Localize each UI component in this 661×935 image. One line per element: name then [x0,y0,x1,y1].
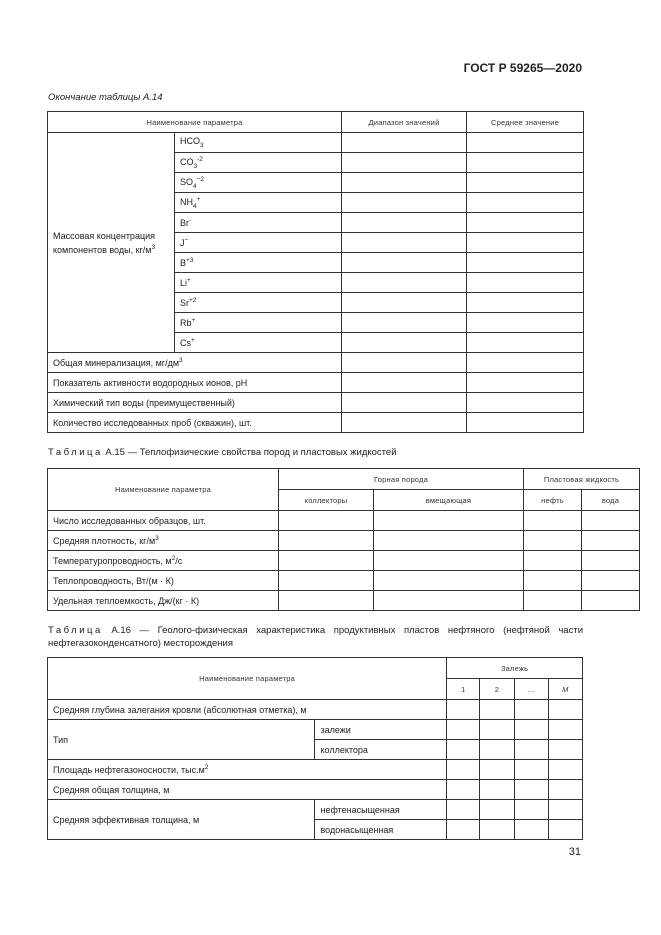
cell [524,511,582,531]
cell [524,591,582,611]
row-label-sup: 2 [171,555,176,562]
ion-cell [175,173,342,193]
table-row-label [48,413,342,433]
cell [514,780,548,800]
header-parameter-name: Наименование параметра [48,112,342,133]
cell [342,133,467,153]
cell [447,760,480,780]
ion-base: Br [180,218,189,228]
row-area-text: Площадь нефтегазоносности, тыс.м [53,765,205,775]
header-oil: нефть [524,490,582,511]
cell [342,213,467,233]
cell [467,373,584,393]
header-value-range: Диапазон значений [342,112,467,133]
cell [548,820,582,840]
caption-text: А.16 — Геолого-физическая характеристика продуктивных пластов нефтяного (нефтяной части нефтегазоконденсатного) месторождения [48,625,583,649]
header-deposit: Залежь [447,658,583,679]
cell [467,153,584,173]
cell [467,133,584,153]
cell [342,353,467,373]
ion-sup: +2 [189,297,197,304]
cell [467,233,584,253]
ion-sup: -2 [197,155,203,163]
row-label-text: Показатель активности водородных ионов, pH [53,377,248,388]
row-label-text: Средняя плотность, кг/м [53,536,156,546]
ion-sup: +3 [186,257,194,264]
table-row-label [48,531,279,551]
cell [582,511,640,531]
table-row-label [48,571,279,591]
cell [279,571,374,591]
ion-base: NH [180,196,193,207]
ion-cell [175,233,342,253]
cell [582,551,640,571]
row-label-text: Общая минерализация, мг/дм [53,358,180,368]
cell [374,531,524,551]
table-row-label [48,511,279,531]
group-label-sup: 3 [151,243,156,251]
table-row-label [48,591,279,611]
cell [279,591,374,611]
row-label-text: Удельная теплоемкость, Дж/(кг · К) [53,595,200,606]
header-deposit-1: 1 [447,679,480,700]
ion-sup: −2 [196,175,205,183]
table-row-label [48,373,342,393]
row-type-collector: коллектора [315,740,447,760]
group-label-line1: Массовая концентрация [53,230,156,241]
cell [480,720,514,740]
cell [480,700,514,720]
ion-base: CO [180,156,194,167]
cell [342,273,467,293]
cell [447,820,480,840]
header-host-rock: вмещающая [374,490,524,511]
cell [447,800,480,820]
cell [374,591,524,611]
ion-cell [175,153,342,173]
ion-base: Sr [180,298,189,308]
document-code: ГОСТ Р 59265—2020 [463,61,582,75]
ion-base: Li [180,278,188,288]
cell [342,413,467,433]
ion-sub: 4 [193,182,197,190]
header-deposit-m: M [548,679,582,700]
ion-cell [175,333,342,353]
ion-cell [175,273,342,293]
row-eff-oil: нефтенасыщенная [315,800,447,820]
cell [279,551,374,571]
header-rock: Горная порода [279,469,524,490]
ion-sup: + [187,277,191,284]
ion-sup: + [191,317,196,324]
cell [548,700,582,720]
header-average-value: Среднее значение [467,112,584,133]
cell [548,780,582,800]
row-label-text: Температуропроводность, м [53,556,172,566]
header-water: вода [582,490,640,511]
row-type-label: Тип [48,720,315,760]
ion-sub: 3 [193,162,198,170]
cell [582,571,640,591]
cell [548,760,582,780]
cell [524,551,582,571]
row-area-sup: 2 [204,764,209,771]
cell [279,511,374,531]
cell [374,571,524,591]
cell [524,571,582,591]
row-label-tail: /с [175,556,183,566]
page-number: 31 [568,846,581,858]
ion-cell [175,253,342,273]
row-label-text: Химический тип воды (преимущественный) [53,397,235,408]
table-a15 [47,468,640,611]
caption-text: А.15 — Теплофизические свойства пород и пластовых жидкостей [102,447,397,458]
cell [342,153,467,173]
row-depth-label: Средняя глубина залегания кровли (абсолютная отметка), м [48,700,447,720]
cell [467,273,584,293]
row-eff-thickness-label: Средняя эффективная толщина, м [48,800,315,840]
cell [548,720,582,740]
table-row-label [48,551,279,571]
row-label-text: Теплопроводность, Вт/(м · К) [53,575,174,586]
ion-sub: 4 [193,202,197,210]
cell [480,740,514,760]
cell [342,173,467,193]
header-parameter-name: Наименование параметра [48,469,279,511]
ion-sup: - [189,217,192,224]
table-a15-caption [48,447,397,458]
ion-sup: + [191,337,195,344]
header-deposit-ellipsis: ... [514,679,548,700]
ion-base: Cs [180,338,191,348]
ion-base: HCO [180,136,200,147]
table-a16-caption [48,624,583,650]
group-label-line2: компонентов воды, кг/м [53,244,152,255]
cell [480,800,514,820]
header-parameter-name: Наименование параметра [48,658,447,700]
cell [480,780,514,800]
cell [467,173,584,193]
cell [467,253,584,273]
cell [342,253,467,273]
row-label-text: Количество исследованных проб (скважин), шт. [53,417,252,428]
ion-base: SO [180,176,194,187]
cell [514,800,548,820]
cell [467,193,584,213]
cell [480,760,514,780]
table-row-label [48,393,342,413]
cell [342,313,467,333]
cell [447,740,480,760]
header-collectors: коллекторы [279,490,374,511]
ion-cell [175,293,342,313]
ion-sub: 3 [200,141,204,149]
caption-word: Таблица [48,447,103,458]
cell [467,293,584,313]
row-total-thickness-label: Средняя общая толщина, м [48,780,447,800]
row-area-label [48,760,447,780]
cell [447,720,480,740]
cell [342,333,467,353]
cell [514,820,548,840]
cell [467,313,584,333]
header-fluid: Пластовая жидкость [524,469,640,490]
cell [467,333,584,353]
cell [548,740,582,760]
row-label-text: Число исследованных образцов, шт. [53,515,206,526]
row-label-sup: 3 [155,535,159,542]
ion-sup: − [184,237,189,244]
ion-cell [175,193,342,213]
row-type-deposit: залежи [315,720,447,740]
cell [374,551,524,571]
cell [342,373,467,393]
ion-cell [175,313,342,333]
cell [467,353,584,373]
table-row-label [48,353,342,373]
cell [467,413,584,433]
table-a16 [47,657,583,840]
cell [279,531,374,551]
cell [342,193,467,213]
cell [447,780,480,800]
cell [514,740,548,760]
ion-sup: + [196,195,201,203]
row-eff-water: водонасыщенная [315,820,447,840]
table-a14-caption: Окончание таблицы А.14 [48,92,163,103]
ion-base: B [180,258,187,268]
cell [342,293,467,313]
cell [447,700,480,720]
cell [342,233,467,253]
cell [514,760,548,780]
group-label-mass-concentration [48,133,175,353]
cell [374,511,524,531]
header-deposit-2: 2 [480,679,514,700]
cell [548,800,582,820]
cell [514,720,548,740]
table-a14 [47,111,584,433]
ion-base: J [180,238,185,248]
cell [582,531,640,551]
ion-cell [175,133,342,153]
row-label-sup: 3 [179,357,183,364]
cell [524,531,582,551]
cell [582,591,640,611]
ion-cell [175,213,342,233]
cell [467,213,584,233]
cell [514,700,548,720]
ion-base: Rb [180,318,192,328]
cell [467,393,584,413]
caption-word: Таблица [48,625,103,636]
cell [480,820,514,840]
cell [342,393,467,413]
